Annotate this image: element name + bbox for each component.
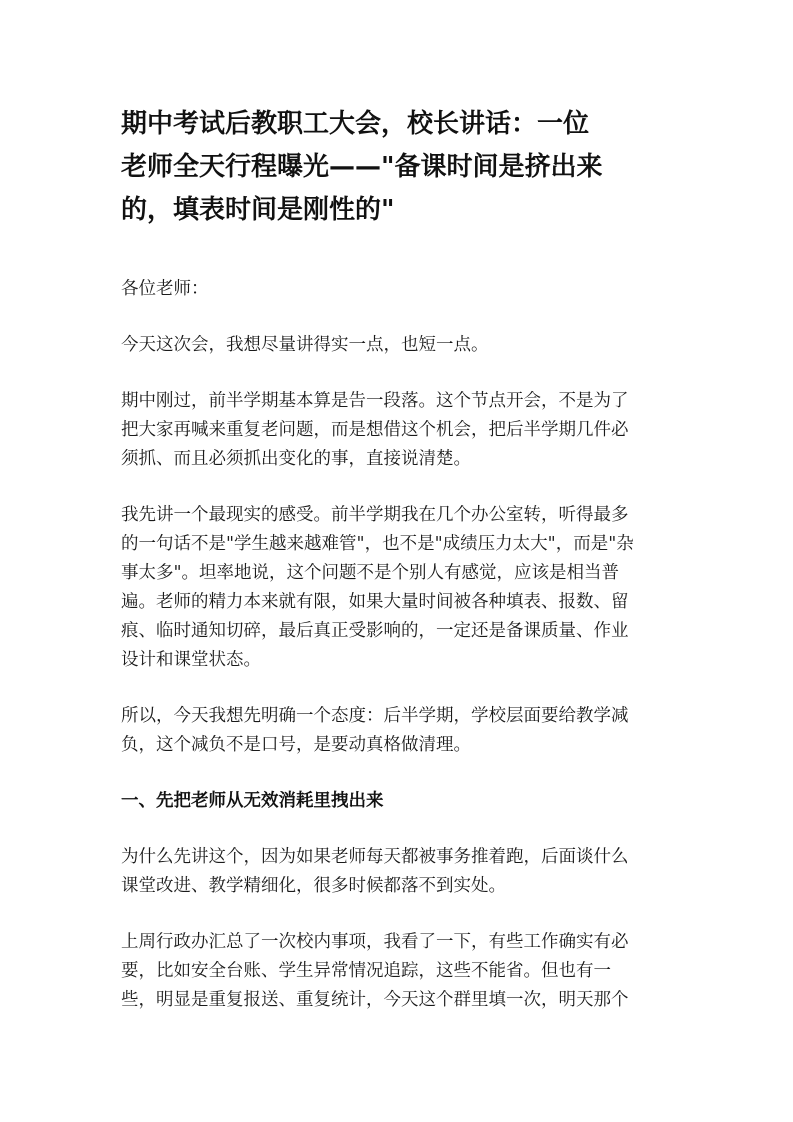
text-line: 须抓、而且必须抓出变化的事，直接说清楚。 [121,449,471,469]
text-line: 事太多"。坦率地说，这个问题不是个别人有感觉，应该是相当普 [121,563,620,583]
title-line: 期中考试后教职工大会，校长讲话：一位 [121,109,590,139]
paragraph-midterm [121,387,666,474]
text-line: 为什么先讲这个，因为如果老师每天都被事务推着跑，后面谈什么 [121,847,629,867]
paragraph-attitude [121,702,666,760]
greeting: 各位老师： [121,279,209,299]
text-line: 设计和课堂状态。 [121,650,261,670]
text-line: 的一句话不是"学生越来越难管"，也不是"成绩压力太大"，而是"杂 [121,534,634,554]
text-line: 负，这个减负不是口号，是要动真格做清理。 [121,735,471,755]
document-title [121,103,666,232]
text-line: 遍。老师的精力本来就有限，如果大量时间被各种填表、报数、留 [121,592,629,612]
section-heading: 一、先把老师从无效消耗里拽出来 [121,791,384,811]
title-line: 的，填表时间是刚性的" [121,195,395,225]
paragraph-summary [121,928,666,1015]
paragraph-why [121,843,666,901]
text-line: 期中刚过，前半学期基本算是告一段落。这个节点开会，不是为了 [121,391,629,411]
paragraph-intro [121,331,666,360]
title-line: 老师全天行程曝光——"备课时间是挤出来 [121,152,603,182]
document-page [121,103,666,1015]
text-line: 我先讲一个最现实的感受。前半学期我在几个办公室转，听得最多 [121,505,629,525]
text-line: 些，明显是重复报送、重复统计，今天这个群里填一次，明天那个 [121,990,629,1010]
text-line: 课堂改进、教学精细化，很多时候都落不到实处。 [121,876,506,896]
text-line: 今天这次会，我想尽量讲得实一点，也短一点。 [121,335,489,355]
paragraph-feeling [121,501,666,675]
text-line: 痕、临时通知切碎，最后真正受影响的，一定还是备课质量、作业 [121,621,629,641]
text-line: 要，比如安全台账、学生异常情况追踪，这些不能省。但也有一 [121,961,611,981]
text-line: 把大家再喊来重复老问题，而是想借这个机会，把后半学期几件必 [121,420,629,440]
text-line: 所以，今天我想先明确一个态度：后半学期，学校层面要给教学减 [121,706,629,726]
text-line: 上周行政办汇总了一次校内事项，我看了一下，有些工作确实有必 [121,932,629,952]
